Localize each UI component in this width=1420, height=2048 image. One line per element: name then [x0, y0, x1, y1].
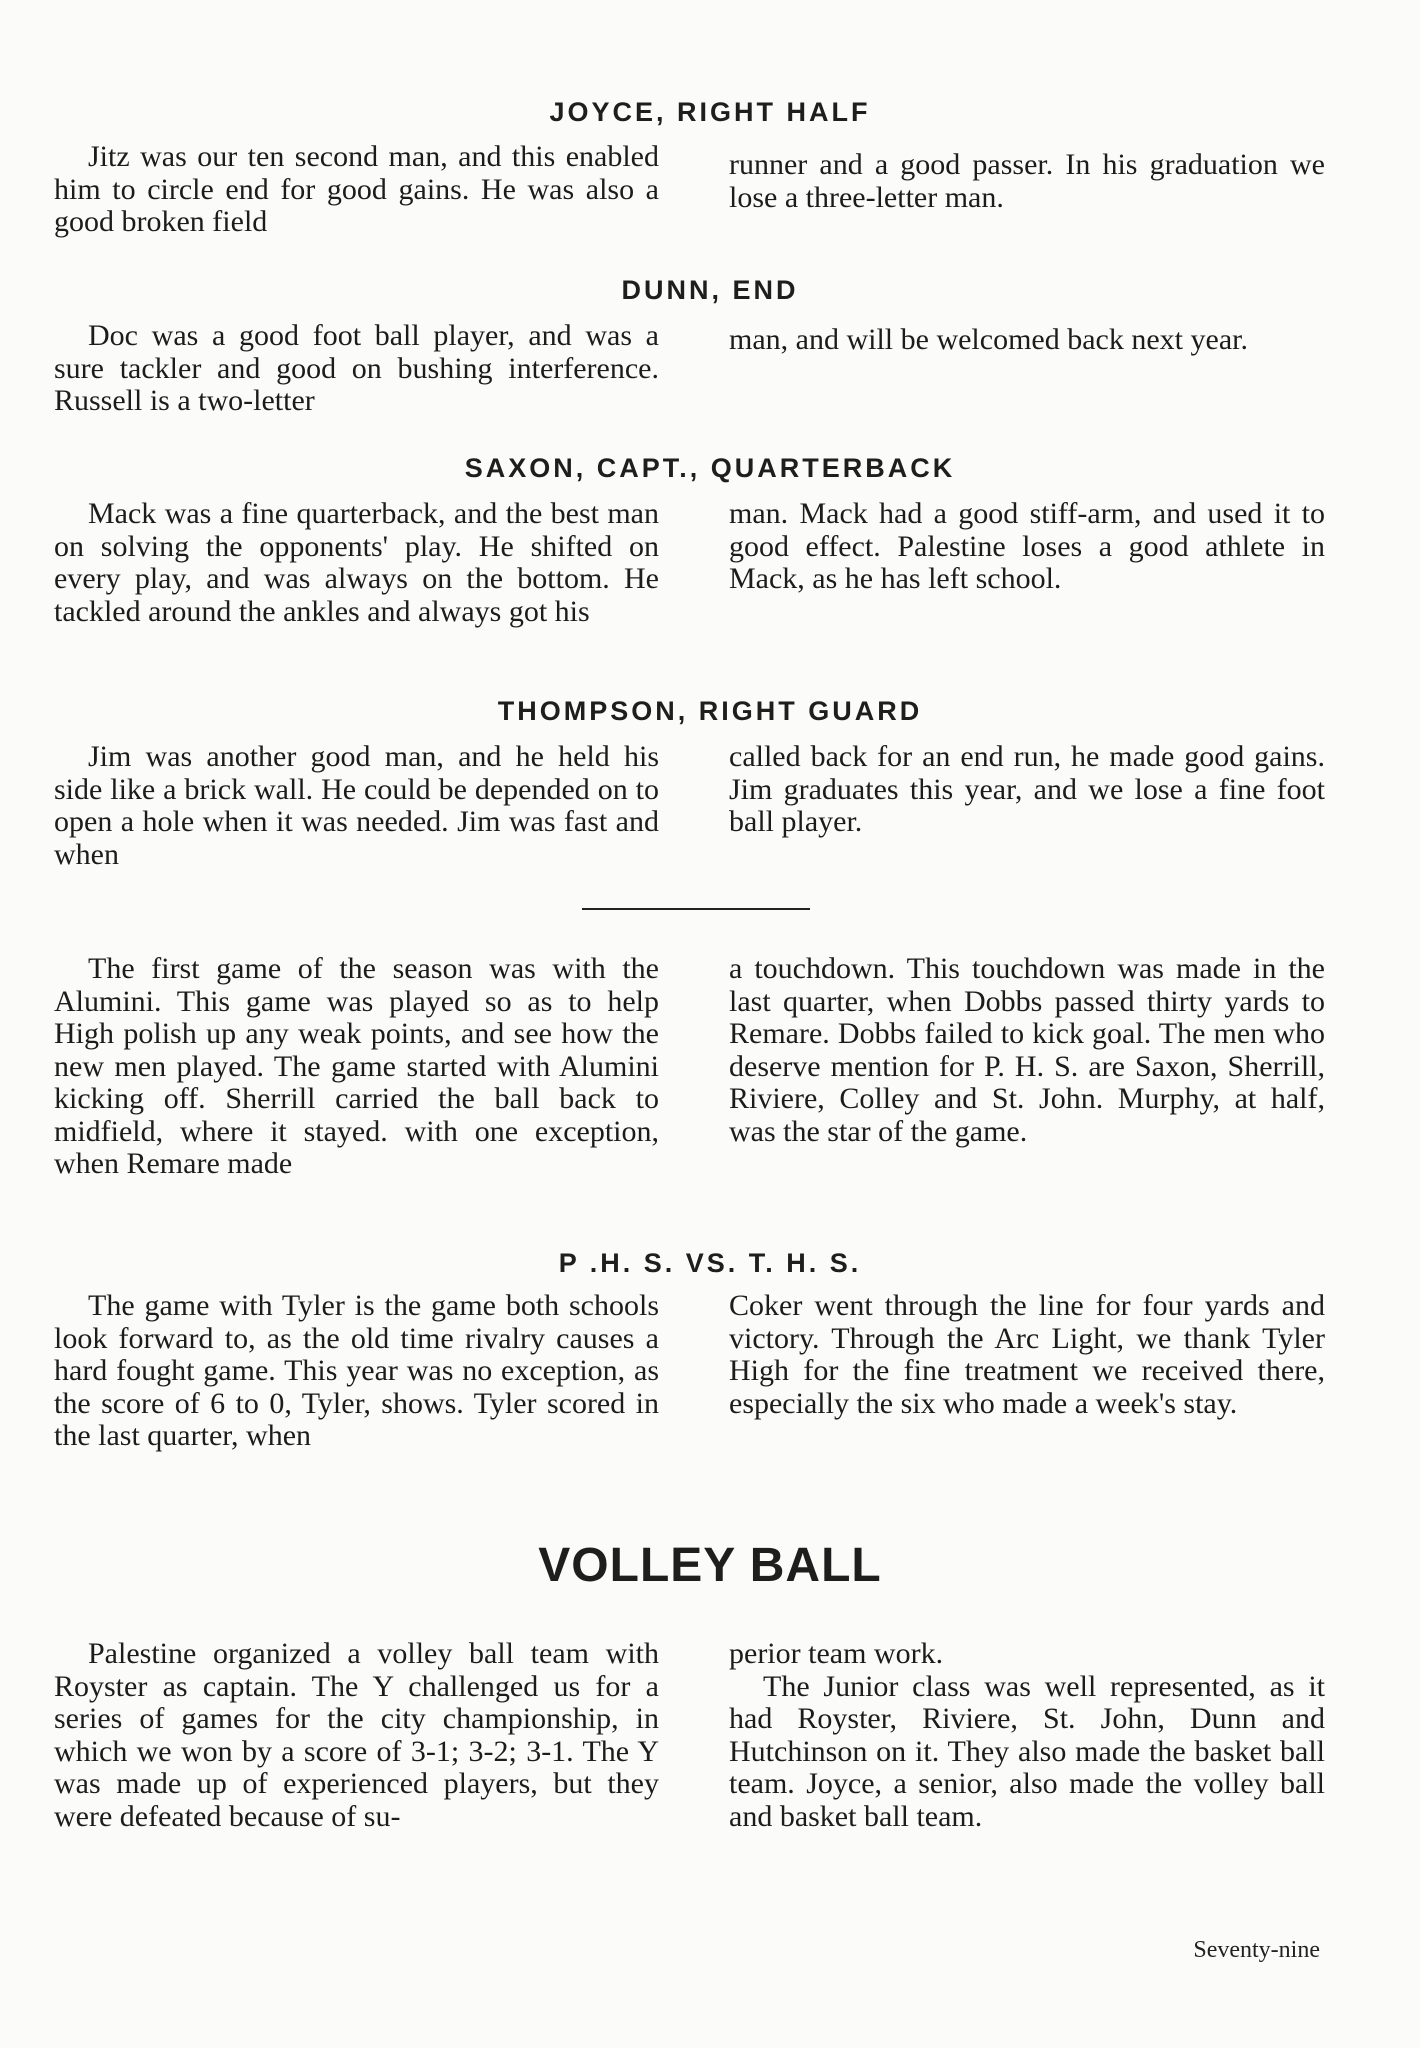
section-divider: [582, 908, 810, 910]
alumni-right-column: [729, 953, 1325, 1148]
volley-right-text-1: perior team work.: [729, 1637, 944, 1670]
alumni-right-text: a touchdown. This touchdown was made in the last quarter, when Dobbs passed thirty yards to Remare. Dobbs failed to kick goal. The men who deserve mention for P. H. S. are Saxon, Sherrill, Riviere, Colley and St. John. Murphy, at half, was the star of the game.: [729, 952, 1325, 1148]
section-heading-tyler: P .H. S. VS. T. H. S.: [558, 1248, 862, 1278]
alumni-left-column: [54, 953, 659, 1181]
section-heading-thompson: THOMPSON, RIGHT GUARD: [497, 696, 923, 726]
alumni-left-text: The first game of the season was with the Alumini. This game was played so as to help High polish up any weak points, and see how the new men played. The game started with Alumini kicking off. Sherrill carried the ball back to midfield, where it stayed. with one exception, when Remare made: [54, 952, 659, 1180]
joyce-right-text: runner and a good passer. In his graduation we lose a three-letter man.: [729, 148, 1325, 214]
tyler-left-column: [54, 1290, 659, 1453]
section-heading-saxon: SAXON, CAPT., QUARTERBACK: [464, 453, 956, 483]
dunn-right-text: man, and will be welcomed back next year.: [729, 323, 1248, 356]
dunn-left-text: Doc was a good foot ball player, and was a sure tackler and good on bushing interference. Russell is a two-letter: [54, 319, 659, 417]
volley-right-column: [729, 1638, 1325, 1833]
page-number: Seventy-nine: [1193, 1937, 1320, 1963]
thompson-right-text: called back for an end run, he made good gains. Jim graduates this year, and we lose a fine foot ball player.: [729, 740, 1325, 838]
section-heading-joyce: JOYCE, RIGHT HALF: [549, 97, 871, 127]
saxon-right-text: man. Mack had a good stiff-arm, and used it to good effect. Palestine loses a good athlete in Mack, as he has left school.: [729, 497, 1325, 595]
volley-left-column: [54, 1638, 659, 1833]
thompson-right-column: [729, 741, 1325, 839]
volley-right-text-2: The Junior class was well represented, as it had Royster, Riviere, St. John, Dunn and Hutchinson on it. They also made the basket ball team. Joyce, a senior, also made the volley ball and basket ball team.: [729, 1669, 1325, 1833]
dunn-left-column: [54, 320, 659, 418]
joyce-left-column: [54, 141, 659, 239]
saxon-right-column: [729, 498, 1325, 596]
dunn-right-column: [729, 324, 1325, 357]
joyce-left-text: Jitz was our ten second man, and this enabled him to circle end for good gains. He was also a good broken field: [54, 140, 659, 238]
saxon-left-text: Mack was a fine quarterback, and the best man on solving the opponents' play. He shifted on every play, and was always on the bottom. He tackled around the ankles and always got his: [54, 497, 659, 628]
volley-left-text: Palestine organized a volley ball team with Royster as captain. The Y challenged us for a series of games for the city championship, in which we won by a score of 3-1; 3-2; 3-1. The Y was made up of experienced players, but they were defeated because of su-: [54, 1637, 659, 1833]
tyler-right-column: [729, 1290, 1325, 1420]
tyler-right-text: Coker went through the line for four yards and victory. Through the Arc Light, we thank Tyler High for the fine treatment we received there, especially the six who made a week's stay.: [729, 1289, 1325, 1420]
tyler-left-text: The game with Tyler is the game both schools look forward to, as the old time rivalry causes a hard fought game. This year was no exception, as the score of 6 to 0, Tyler, shows. Tyler scored in the last quarter, when: [54, 1289, 659, 1452]
thompson-left-column: [54, 741, 659, 871]
saxon-left-column: [54, 498, 659, 628]
joyce-right-column: [729, 149, 1325, 214]
volley-ball-heading: VOLLEY BALL: [538, 1539, 882, 1592]
thompson-left-text: Jim was another good man, and he held his side like a brick wall. He could be depended on to open a hole when it was needed. Jim was fast and when: [54, 740, 659, 871]
section-heading-dunn: DUNN, END: [621, 275, 799, 305]
